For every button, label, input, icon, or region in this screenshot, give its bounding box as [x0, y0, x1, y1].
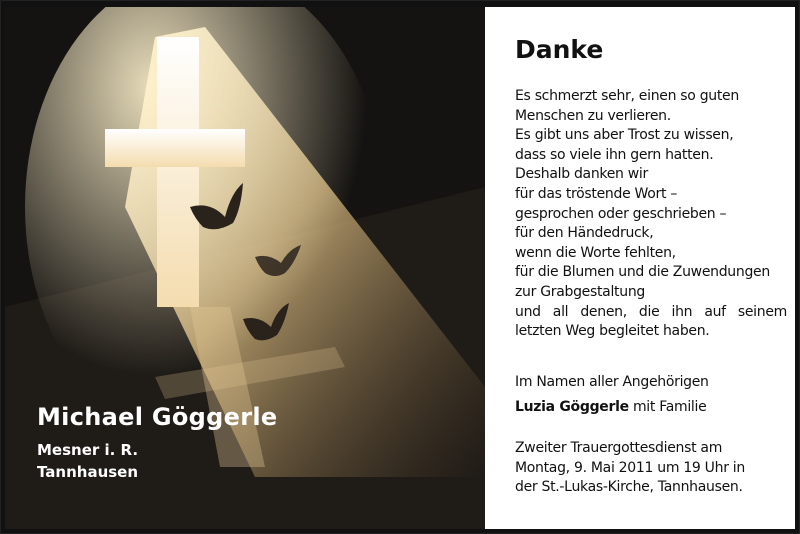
- deceased-name: Michael Göggerle: [37, 403, 278, 431]
- poem-line: Es gibt uns aber Trost zu wissen,: [515, 127, 734, 144]
- heading: Danke: [515, 35, 604, 64]
- service-line: der St.-Lukas-Kirche, Tannhausen.: [515, 479, 743, 496]
- poem-line: dass so viele ihn gern hatten.: [515, 146, 714, 163]
- service-info: [515, 439, 787, 498]
- poem-line: letzten Weg begleitet haben.: [515, 323, 710, 340]
- signature-name: Luzia Göggerle: [515, 398, 629, 415]
- service-line: Zweiter Trauergottesdienst am: [515, 440, 723, 456]
- signature-suffix: mit Familie: [628, 398, 707, 415]
- service-line: Montag, 9. Mai 2011 um 19 Uhr in: [515, 459, 745, 476]
- deceased-role: Mesner i. R.: [37, 441, 139, 459]
- poem: [515, 87, 787, 342]
- poem-line: Menschen zu verlieren.: [515, 107, 671, 124]
- poem-line: für die Blumen und die Zuwendungen: [515, 264, 770, 281]
- poem-line: wenn die Worte fehlten,: [515, 244, 676, 261]
- poem-line: für den Händedruck,: [515, 225, 654, 242]
- poem-line: Deshalb danken wir: [515, 166, 648, 183]
- text-panel: [485, 7, 795, 529]
- deceased-place: Tannhausen: [37, 463, 139, 481]
- signature-line: [515, 398, 787, 418]
- poem-line: für das tröstende Wort –: [515, 185, 678, 202]
- poem-line: und all denen, die ihn auf seinem: [515, 303, 787, 320]
- poem-line: zur Grabgestaltung: [515, 283, 645, 300]
- signature-intro: Im Namen aller Angehörigen: [515, 374, 709, 390]
- cross-light-photo: [5, 7, 485, 529]
- deceased-caption: [37, 403, 277, 483]
- poem-line: gesprochen oder geschrieben –: [515, 205, 727, 222]
- signature-block: [515, 373, 787, 417]
- poem-line: Es schmerzt sehr, einen so guten: [515, 88, 739, 104]
